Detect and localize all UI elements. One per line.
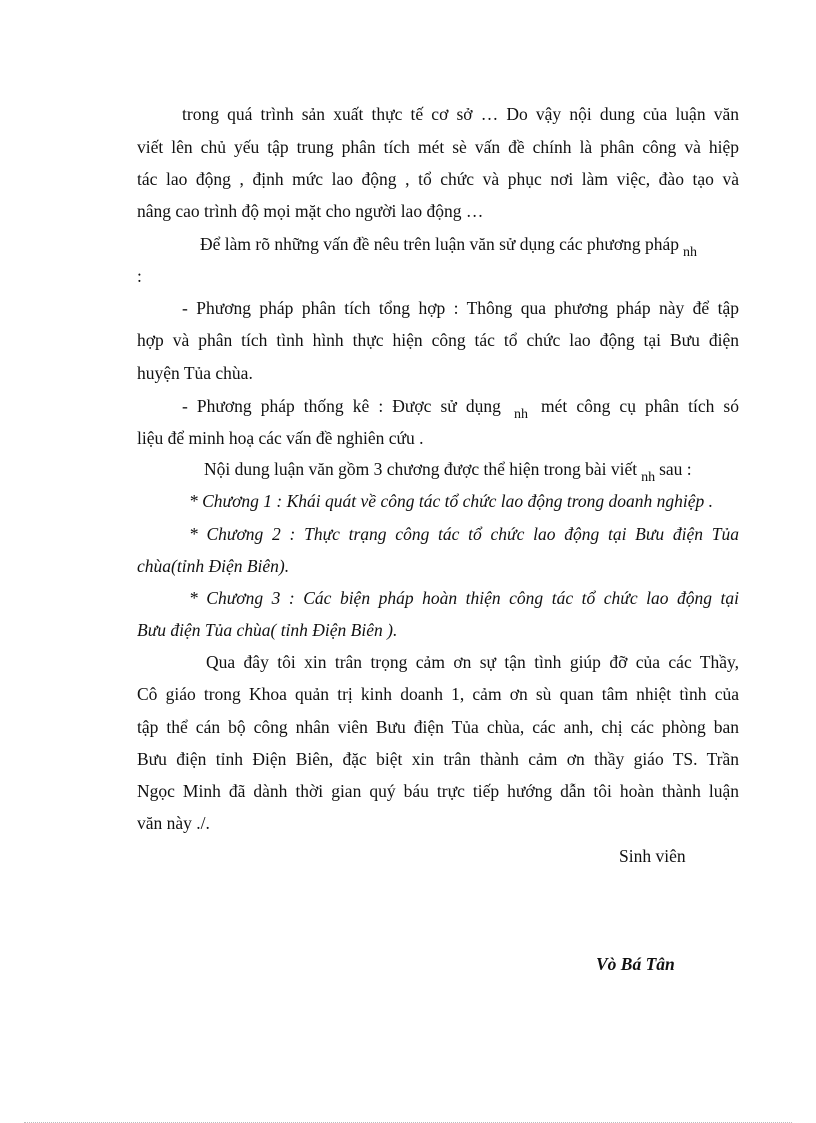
chapter-1-line-1: * Chương 1 : Khái quát về công tác tổ chức lao động trong doanh nghiệp . (189, 491, 714, 511)
paragraph-4-text-after: mét công cụ phân tích só (541, 396, 739, 416)
acknowledgement-line-4: Bưu điện tỉnh Điện Biên, đặc biệt xin trân thành cảm ơn thầy giáo TS. Trần (137, 749, 739, 769)
signature-name: Vò Bá Tân (596, 954, 675, 974)
acknowledgement-line-3: tập thể cán bộ công nhân viên Bưu điện Tủa chùa, các anh, chị các phòng ban (137, 717, 739, 737)
paragraph-2-line-2: : (137, 266, 142, 286)
paragraph-3-line-2: hợp và phân tích tình hình thực hiện công tác tổ chức lao động tại Bưu điện (137, 330, 739, 350)
acknowledgement-line-5: Ngọc Minh đã dành thời gian quý báu trực tiếp hướng dẫn tôi hoàn thành luận (137, 781, 739, 801)
paragraph-5-line-1 (204, 458, 739, 483)
paragraph-1-line-1: trong quá trình sản xuất thực tế cơ sở … Do vậy nội dung của luận văn (182, 104, 739, 124)
paragraph-3-line-3: huyện Tủa chùa. (137, 363, 253, 383)
acknowledgement-line-1: Qua đây tôi xin trân trọng cảm ơn sự tận tình giúp đỡ của các Thầy, (206, 652, 739, 672)
signature-title: Sinh viên (619, 846, 686, 866)
paragraph-5-subscript: nh (641, 470, 656, 485)
paragraph-1-line-2: viết lên chủ yếu tập trung phân tích mét sè vấn đề chính là phân công và hiệp (137, 137, 739, 157)
paragraph-4-text-before: - Phương pháp thống kê : Được sử dụng (182, 396, 501, 416)
acknowledgement-line-6: văn này ./. (137, 813, 210, 833)
paragraph-2-text: Để làm rõ những vấn đề nêu trên luận văn sử dụng các phương pháp (200, 234, 679, 254)
paragraph-4-line-1 (182, 395, 739, 420)
paragraph-1-line-3: tác lao động , định mức lao động , tổ chức và phục nơi làm việc, đào tạo và (137, 169, 739, 189)
paragraph-2-line-1 (200, 233, 739, 258)
paragraph-1-line-4: nâng cao trình độ mọi mặt cho người lao động … (137, 201, 484, 221)
paragraph-5-text-after: sau : (659, 459, 692, 479)
acknowledgement-line-2: Cô giáo trong Khoa quản trị kinh doanh 1, cảm ơn sù quan tâm nhiệt tình của (137, 684, 739, 704)
chapter-2-line-2: chùa(tỉnh Điện Biên). (137, 556, 290, 576)
paragraph-5-text-before: Nội dung luận văn gồm 3 chương được thể hiện trong bài viết (204, 459, 638, 479)
paragraph-2-subscript: nh (682, 245, 697, 260)
chapter-3-line-1: * Chương 3 : Các biện pháp hoàn thiện công tác tổ chức lao động tại (189, 588, 739, 608)
paragraph-3-line-1: - Phương pháp phân tích tổng hợp : Thông qua phương pháp này để tập (182, 298, 739, 318)
paragraph-4-subscript: nh (513, 407, 528, 422)
chapter-2-line-1: * Chương 2 : Thực trạng công tác tổ chức lao động tại Bưu điện Tủa (189, 524, 739, 544)
chapter-3-line-2: Bưu điện Tủa chùa( tỉnh Điện Biên ). (137, 620, 398, 640)
paragraph-4-line-2: liệu để minh hoạ các vấn đề nghiên cứu . (137, 428, 424, 448)
